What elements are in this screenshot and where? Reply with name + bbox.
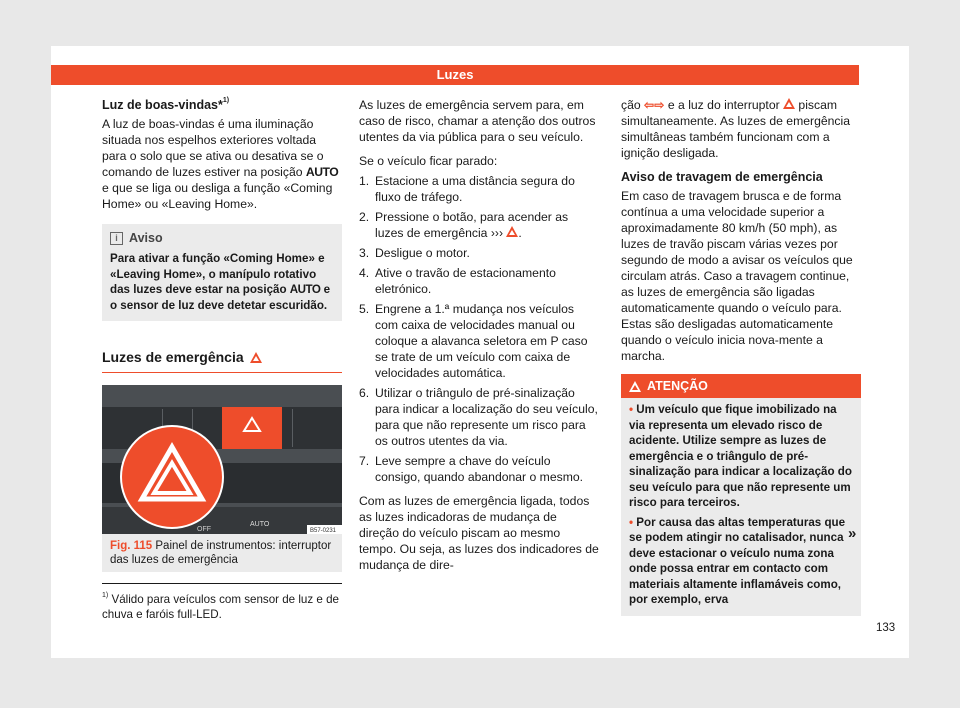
figure-label: Fig. 115 xyxy=(110,540,153,552)
warning-header xyxy=(621,374,861,398)
info-icon: i xyxy=(110,232,123,245)
text-part: e que se liga ou desliga a função «Coming Home» ou «Leaving Home». xyxy=(102,181,333,211)
warning-title: ATENÇÃO xyxy=(647,379,708,393)
brake-warning-text: Em caso de travagem brusca e de forma contínua a uma velocidade superior a aproximadamente 80 km/h (50 mph), as luzes de travão piscam várias vezes por segundo de modo a avisar os veículos que circulam atrás. Caso a travagem continue, as luzes de emergência são ligadas automaticamente quando o veículo para. Estas são desligadas automaticamente quando o veículo inicia nova-mente a marcha. xyxy=(621,189,853,363)
text-part: e o sensor de luz deve detetar escuridão. xyxy=(110,283,331,312)
step-text: Estacione a uma distância segura do fluxo de tráfego. xyxy=(375,174,575,204)
hazard-closing: Com as luzes de emergência ligada, todos as luzes indicadoras de mudança de direção do veículo piscam ao mesmo tempo. Ou seja, as luzes dos indicadores de mudança de dire- xyxy=(359,494,599,572)
footnote xyxy=(102,583,342,622)
step-number: 3. xyxy=(359,246,370,260)
stopped-label: Se o veículo ficar parado: xyxy=(359,154,498,168)
panel-off-label: OFF xyxy=(197,526,211,533)
step-number: 7. xyxy=(359,454,370,468)
figure-caption xyxy=(102,534,342,572)
continue-mark: » xyxy=(848,525,857,542)
step-number: 2. xyxy=(359,210,370,224)
brake-warning-heading: Aviso de travagem de emergência xyxy=(621,170,823,184)
warning-text: Um veículo que fique imobilizado na via representa um elevado risco de acidente. Utilize sempre as luzes de emergência e o triângulo de pré-sinalização para indicar a localização do seu veículo para que não represente um risco para terceiros. xyxy=(629,403,852,509)
welcome-light-heading xyxy=(102,97,342,113)
auto-symbol: AUTO xyxy=(289,283,321,296)
figure-hazard-switch xyxy=(102,385,342,534)
bullet-icon: • xyxy=(629,403,634,416)
footnote-ref: 1) xyxy=(222,97,230,104)
text-part: Para ativar a função «Coming Home» e «Leaving Home», o manípulo rotativo das luzes deve estar na posição xyxy=(110,252,325,296)
text-part: piscam simultaneamente. As luzes de emergência simultâneas também funcionam com a ignição desligada. xyxy=(621,98,850,160)
fig-code: B57-0231 xyxy=(310,528,337,534)
note-box xyxy=(102,224,342,321)
list-item xyxy=(359,453,599,485)
page-header: Luzes xyxy=(51,65,859,85)
note-text xyxy=(110,251,334,313)
step-text: Pressione o botão, para acender as luzes de emergência ››› xyxy=(375,210,569,240)
hazard-triangle-icon xyxy=(506,226,518,237)
step-text: Engrene a 1.ª mudança nos veículos com caixa de velocidades manual ou coloque a alavanca seletora em P caso se trate de um veículo com caixa de velocidades automática. xyxy=(375,302,588,380)
list-item xyxy=(359,173,599,205)
footnote-mark: 1) xyxy=(102,592,109,599)
note-title: Aviso xyxy=(129,231,163,245)
text-part: A luz de boas-vindas é uma iluminação situada nos espelhos exteriores voltada para o solo que se ativa ou desativa se o comando de luzes estiver na posição xyxy=(102,117,324,179)
step-text: Leve sempre a chave do veículo consigo, quando abandonar o mesmo. xyxy=(375,454,584,484)
warning-box xyxy=(621,374,861,616)
warning-item xyxy=(621,398,861,511)
page-number: 133 xyxy=(876,622,896,634)
steps-list xyxy=(359,173,599,485)
step-number: 6. xyxy=(359,386,370,400)
column-3 xyxy=(621,97,861,616)
list-item xyxy=(359,301,599,381)
continuation-text xyxy=(621,97,861,161)
step-number: 5. xyxy=(359,302,370,316)
heading-text: Luz de boas-vindas* xyxy=(102,98,223,112)
note-header xyxy=(110,230,334,246)
step-text: Utilizar o triângulo de pré-sinalização para indicar a localização do seu veículo, para que não represente um risco para os outros utentes da via. xyxy=(375,386,598,448)
turn-signal-arrows-icon: ⇦⇨ xyxy=(644,98,665,112)
auto-symbol: AUTO xyxy=(305,165,339,179)
list-item xyxy=(359,385,599,449)
list-item: 2. Pressione o botão, para acender as luzes de emergência ››› . xyxy=(359,210,569,240)
section-title xyxy=(102,349,342,373)
figure-caption-text: Painel de instrumentos: interruptor das luzes de emergência xyxy=(110,540,332,566)
list-item xyxy=(359,245,599,261)
bullet-icon: • xyxy=(629,515,634,529)
warning-item xyxy=(621,511,861,608)
step-text: Desligue o motor. xyxy=(375,246,470,260)
column-2 xyxy=(359,97,599,581)
divider xyxy=(292,409,293,447)
text-part: e a luz do interruptor xyxy=(664,98,784,112)
warning-triangle-icon xyxy=(629,381,641,392)
dashboard-illustration xyxy=(102,385,342,534)
section-title-text: Luzes de emergência xyxy=(102,349,244,365)
warning-text: Por causa das altas temperaturas que se podem atingir no catalisador, nunca deve estacionar o veículo numa zona onde possa entrar em contacto com materiais altamente inflamáveis como, por exemplo, erva xyxy=(629,515,846,606)
column-1 xyxy=(102,97,342,572)
step-number: 4. xyxy=(359,266,370,280)
hazard-intro: As luzes de emergência servem para, em caso de risco, chamar a atenção dos outros utentes da via pública para o seu veículo. xyxy=(359,98,596,144)
hazard-triangle-icon xyxy=(783,98,795,109)
step-text: Ative o travão de estacionamento eletrónico. xyxy=(375,266,556,296)
panel-auto-label: AUTO xyxy=(250,521,270,528)
hazard-triangle-icon xyxy=(250,352,262,363)
text-part: ção xyxy=(621,98,645,112)
welcome-light-text xyxy=(102,116,342,212)
step-number: 1. xyxy=(359,174,370,188)
list-item xyxy=(359,265,599,297)
hazard-button xyxy=(222,407,282,449)
footnote-text: Válido para veículos com sensor de luz e de chuva e faróis full-LED. xyxy=(102,593,339,621)
